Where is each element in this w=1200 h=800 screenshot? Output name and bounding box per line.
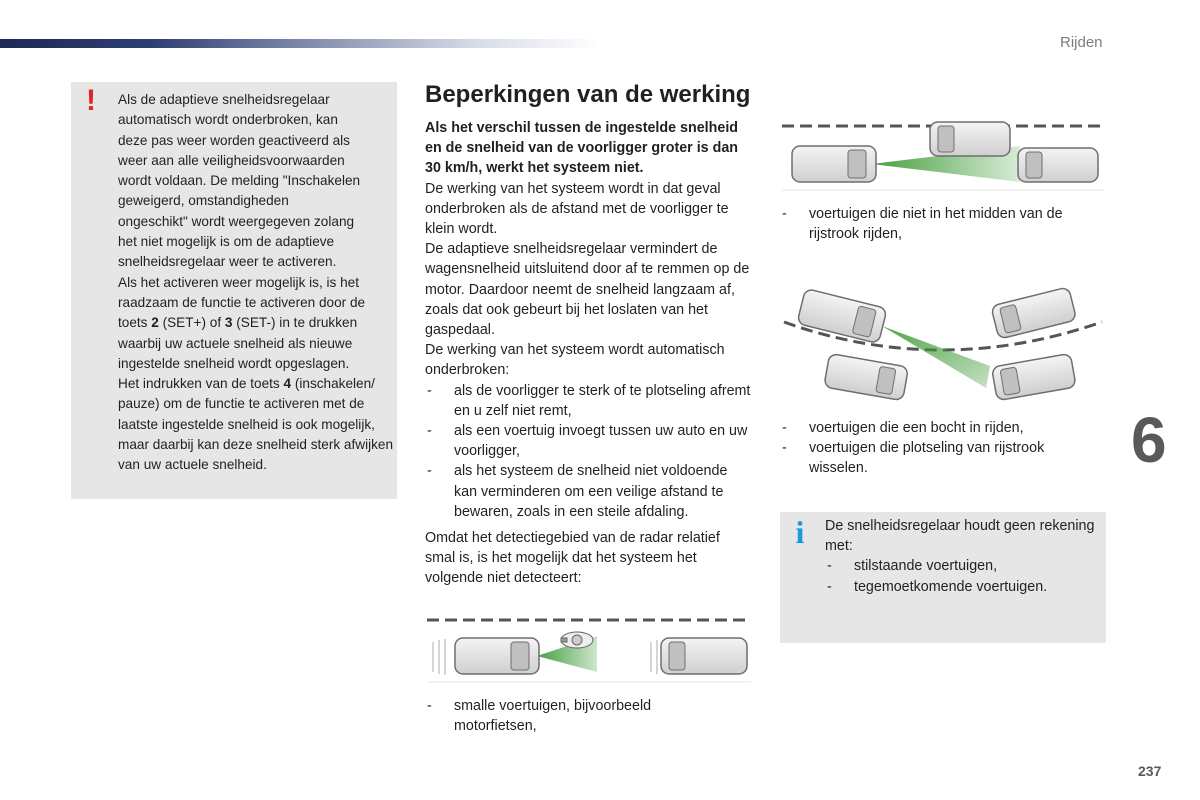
header-gradient-bar <box>0 39 600 48</box>
page-number: 237 <box>1138 763 1162 779</box>
main-column <box>425 80 753 589</box>
warning-paragraph-2: Als het activeren weer mogelijk is, is het raadzaam de functie te activeren door de toets 2 (SET+) of 3 (SET-) in te drukken waarbij uw actuele snelheid als nieuwe ingestelde snelheid wordt opgeslagen. <box>118 274 366 371</box>
section-title: Rijden <box>1060 34 1103 51</box>
list-item: - voertuigen die plotseling van rijstrook wisselen. <box>780 438 1100 478</box>
caption-motorbike <box>425 696 725 736</box>
exclamation-icon: ! <box>86 84 96 117</box>
warning-line: deze pas weer worden geactiveerd als <box>118 132 350 148</box>
warning-text <box>118 90 394 476</box>
key-4: 4 <box>283 376 292 392</box>
warning-paragraph-3: Het indrukken van de toets 4 (inschakelen/ pauze) om de functie te activeren met de laatste ingestelde snelheid is ook mogelijk, maar daarbij kan deze snelheid sterk afwijken van uw actuele snelheid. <box>118 376 394 473</box>
warning-line: Als de adaptieve snelheidsregelaar <box>118 92 330 107</box>
info-intro: De snelheidsregelaar houdt geen rekening met: <box>825 518 1095 555</box>
intro-bold: Als het verschil tussen de ingestelde snelheid en de snelheid van de voorligger groter is dan 30 km/h, werkt het systeem niet. <box>425 120 739 177</box>
bend-illustration <box>780 286 1106 406</box>
page-title: Beperkingen van de werking <box>425 81 751 108</box>
interruption-list <box>425 381 753 522</box>
list-item: - als het systeem de snelheid niet voldoende kan verminderen om een veilige afstand te bewaren, zoals in een steile afdaling. <box>425 461 753 522</box>
paragraph-4: Omdat het detectiegebied van de radar relatief smal is, is het mogelijk dat het systeem het volgende niet detecteert: <box>425 530 720 587</box>
paragraph-2: De adaptieve snelheidsregelaar vermindert de wagensnelheid uitsluitend door af te remmen op de motor. Daardoor neemt de snelheid langzaam af, zoals dat ook gebeurt bij het loslaten van het gaspedaal. <box>425 241 750 339</box>
caption-bend <box>780 418 1100 479</box>
warning-line: wordt voldaan. De melding "Inschakelen <box>118 173 361 189</box>
info-text <box>825 516 1095 597</box>
motorbike-icon <box>561 632 593 648</box>
key-2: 2 <box>151 315 159 331</box>
list-item: - smalle voertuigen, bijvoorbeeld motorfietsen, <box>425 696 725 736</box>
paragraph-3: De werking van het systeem wordt automatisch onderbroken: <box>425 342 725 379</box>
offcenter-illustration <box>780 118 1106 192</box>
chapter-number: 6 <box>1131 404 1167 476</box>
paragraph-1: De werking van het systeem wordt in dat geval onderbroken als de afstand met de voorligger te klein wordt. <box>425 180 729 238</box>
warning-line: automatisch wordt onderbroken, kan <box>118 112 338 128</box>
motorbike-illustration <box>425 612 753 684</box>
caption-offcenter <box>780 204 1100 244</box>
warning-line: ongeschikt" wordt weergegeven zolang <box>118 213 355 229</box>
list-item: - als een voertuig invoegt tussen uw auto en uw voorligger, <box>425 421 753 461</box>
warning-line: snelheidsregelaar weer te activeren. <box>118 254 337 270</box>
list-item: - voertuigen die niet in het midden van de rijstrook rijden, <box>780 204 1100 244</box>
list-item: - stilstaande voertuigen, <box>825 556 1095 576</box>
list-item: - als de voorligger te sterk of te plotseling afremt en u zelf niet remt, <box>425 381 753 421</box>
list-item: - voertuigen die een bocht in rijden, <box>780 418 1100 438</box>
warning-line: het niet mogelijk is om de adaptieve <box>118 234 335 250</box>
warning-paragraph-1 <box>118 90 394 273</box>
info-icon: i <box>795 514 805 550</box>
key-3: 3 <box>224 315 233 331</box>
list-item: - tegemoetkomende voertuigen. <box>825 577 1095 597</box>
warning-line: weer aan alle veiligheidsvoorwaarden <box>118 152 345 168</box>
warning-line: geweigerd, omstandigheden <box>118 193 289 209</box>
